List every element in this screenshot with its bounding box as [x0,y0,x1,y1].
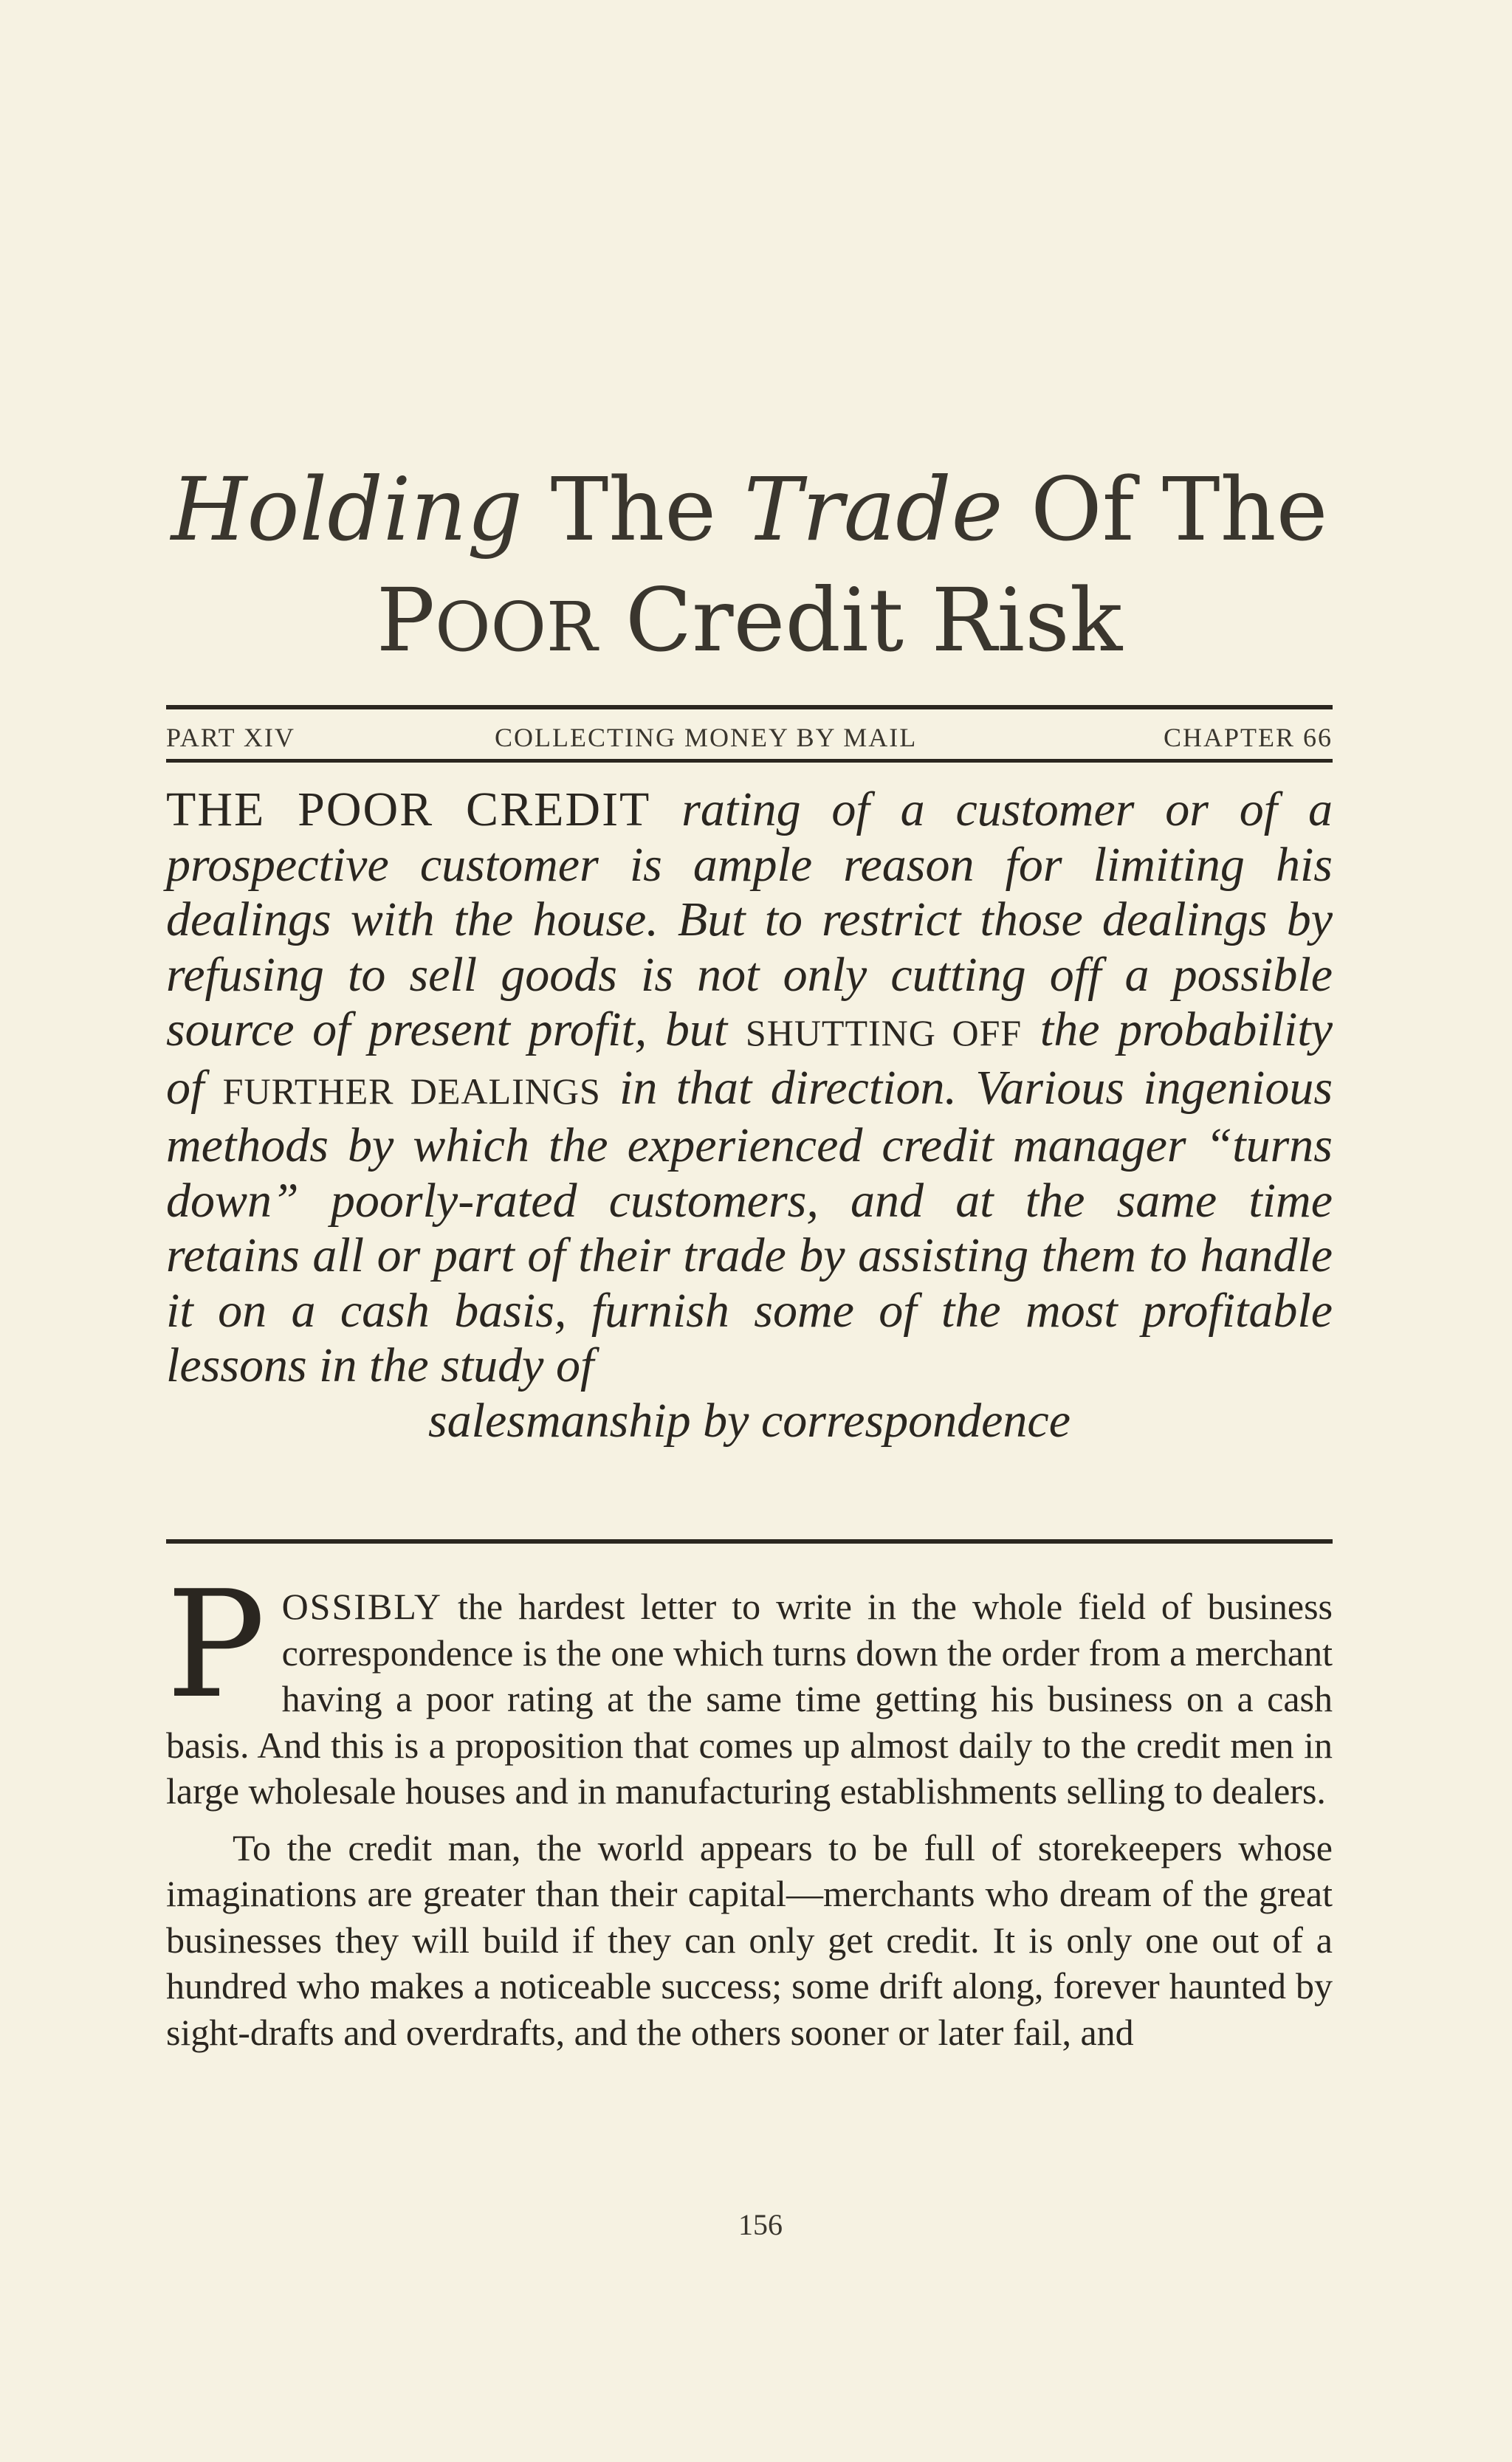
body-paragraph-2: To the credit man, the world appears to be full of storekeepers whose imaginations are greater than their capital—merchants who dream of the great businesses they will build if they can only get credit. It is only one out of a hundred who makes a noticeable success; some drift along, forever haunted by sight-drafts and overdrafts, and the others sooner or later fail, and [166,1826,1333,2053]
summary-caps-further-dealings: FURTHER DEALINGS [222,1070,601,1112]
paragraph-1-lead: OSSIBLY [281,1586,442,1627]
header-rule-top [166,705,1333,709]
chapter-title-line-1 [166,454,1333,565]
title-credit-risk: Credit Risk [597,569,1123,671]
section-label: COLLECTING MONEY BY MAIL [495,723,918,752]
summary-rule [166,1539,1333,1544]
summary-last-line: salesmanship by correspondence [427,1393,1071,1448]
body-text [166,1559,1333,2055]
title-word-of-the: Of The [1003,458,1328,560]
part-label: PART XIV [166,723,295,752]
page-number: 156 [738,2208,783,2241]
summary-text-3: in that direction. Various ingenious methods by which the experienced credit manager “turns down” poorly-rated customers, and at the same time retains all or part of their trade by assisting them to handle it on a cash basis, furnish some of the most profitable lessons in the study of [166,1060,1333,1392]
body-paragraph-1 [166,1559,1333,1815]
title-word-holding: Holding [171,458,523,560]
title-poor-initial: P [376,569,436,671]
summary-text-1: rating of a customer or of a prospective customer is ample reason for limiting his dealings with the house. But to restrict those dealings by refusing to sell goods is not only cutting off a possible source of present profit, but [166,783,1333,1056]
title-poor-rest: OOR [435,588,598,667]
running-header [166,716,1333,754]
chapter-label: CHAPTER 66 [1163,723,1333,752]
title-word-the: The [523,458,744,560]
chapter-title-line-2 [166,565,1333,683]
title-word-trade: Trade [743,458,1003,560]
summary-lead-caps: THE POOR CREDIT [166,783,651,836]
summary-text-2: the probability of [166,1003,1333,1115]
chapter-summary [166,783,1333,1448]
summary-caps-shutting-off: SHUTTING OFF [745,1012,1023,1053]
drop-cap: P [166,1559,266,1731]
header-rule-bottom [166,759,1333,763]
paragraph-1-text: the hardest letter to write in the whole field of business correspondence is the one which turns down the order from a merchant having a poor rating at the same time getting his business on a cash basis. And this is a proposition that comes up almost daily to the credit men in large wholesale houses and in manufacturing establishments selling to dealers. [166,1586,1333,1812]
